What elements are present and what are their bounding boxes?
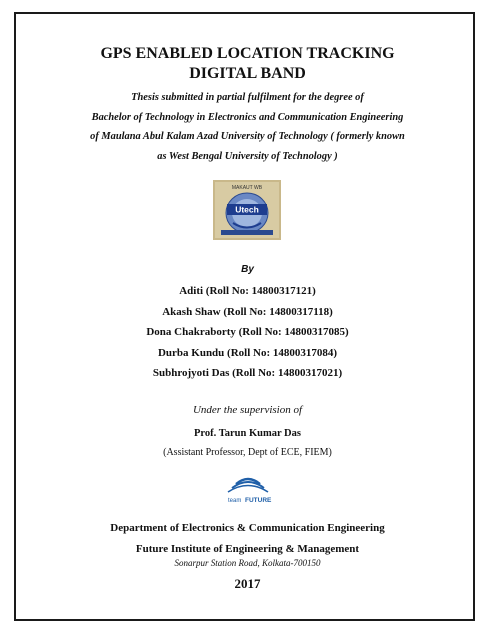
thesis-title-line-2: DIGITAL BAND: [189, 65, 306, 82]
institute-address: Sonarpur Station Road, Kolkata-700150: [174, 558, 321, 568]
subtitle-line-3: of Maulana Abul Kalam Azad University of Technology ( formerly known: [90, 131, 405, 142]
supervisor-title: (Assistant Professor, Dept of ECE, FIEM): [163, 447, 332, 458]
author-5: Subhrojyoti Das (Roll No: 14800317021): [152, 367, 343, 379]
subtitle-line-4: as West Bengal University of Technology ): [157, 150, 338, 162]
team-future-logo-icon: [222, 472, 274, 506]
team-future-logo-future-text: FUTURE: [245, 497, 272, 504]
utech-logo-icon: [213, 180, 281, 240]
supervisor-name: Prof. Tarun Kumar Das: [194, 428, 301, 439]
subtitle-line-1: Thesis submitted in partial fulfilment for the degree of: [131, 92, 364, 103]
subtitle-line-2: Bachelor of Technology in Electronics and Communication Engineering: [91, 111, 404, 123]
department-name: Department of Electronics & Communication Engineering: [110, 522, 385, 534]
by-label: By: [241, 264, 254, 275]
team-future-logo-team-text: team: [228, 498, 242, 504]
thesis-title-line-1: GPS ENABLED LOCATION TRACKING: [100, 45, 395, 62]
author-2: Akash Shaw (Roll No: 14800317118): [162, 305, 333, 318]
author-4: Durba Kundu (Roll No: 14800317084): [157, 346, 338, 359]
institute-name: Future Institute of Engineering & Management: [135, 543, 360, 555]
thesis-year: 2017: [234, 576, 261, 591]
supervision-label: Under the supervision of: [192, 404, 303, 416]
author-3: Dona Chakraborty (Roll No: 14800317085): [146, 326, 349, 338]
author-1: Aditi (Roll No: 14800317121): [179, 285, 316, 297]
utech-logo-center-text: Utech: [235, 204, 259, 215]
utech-logo-top-text: MAKAUT WB: [231, 185, 263, 191]
